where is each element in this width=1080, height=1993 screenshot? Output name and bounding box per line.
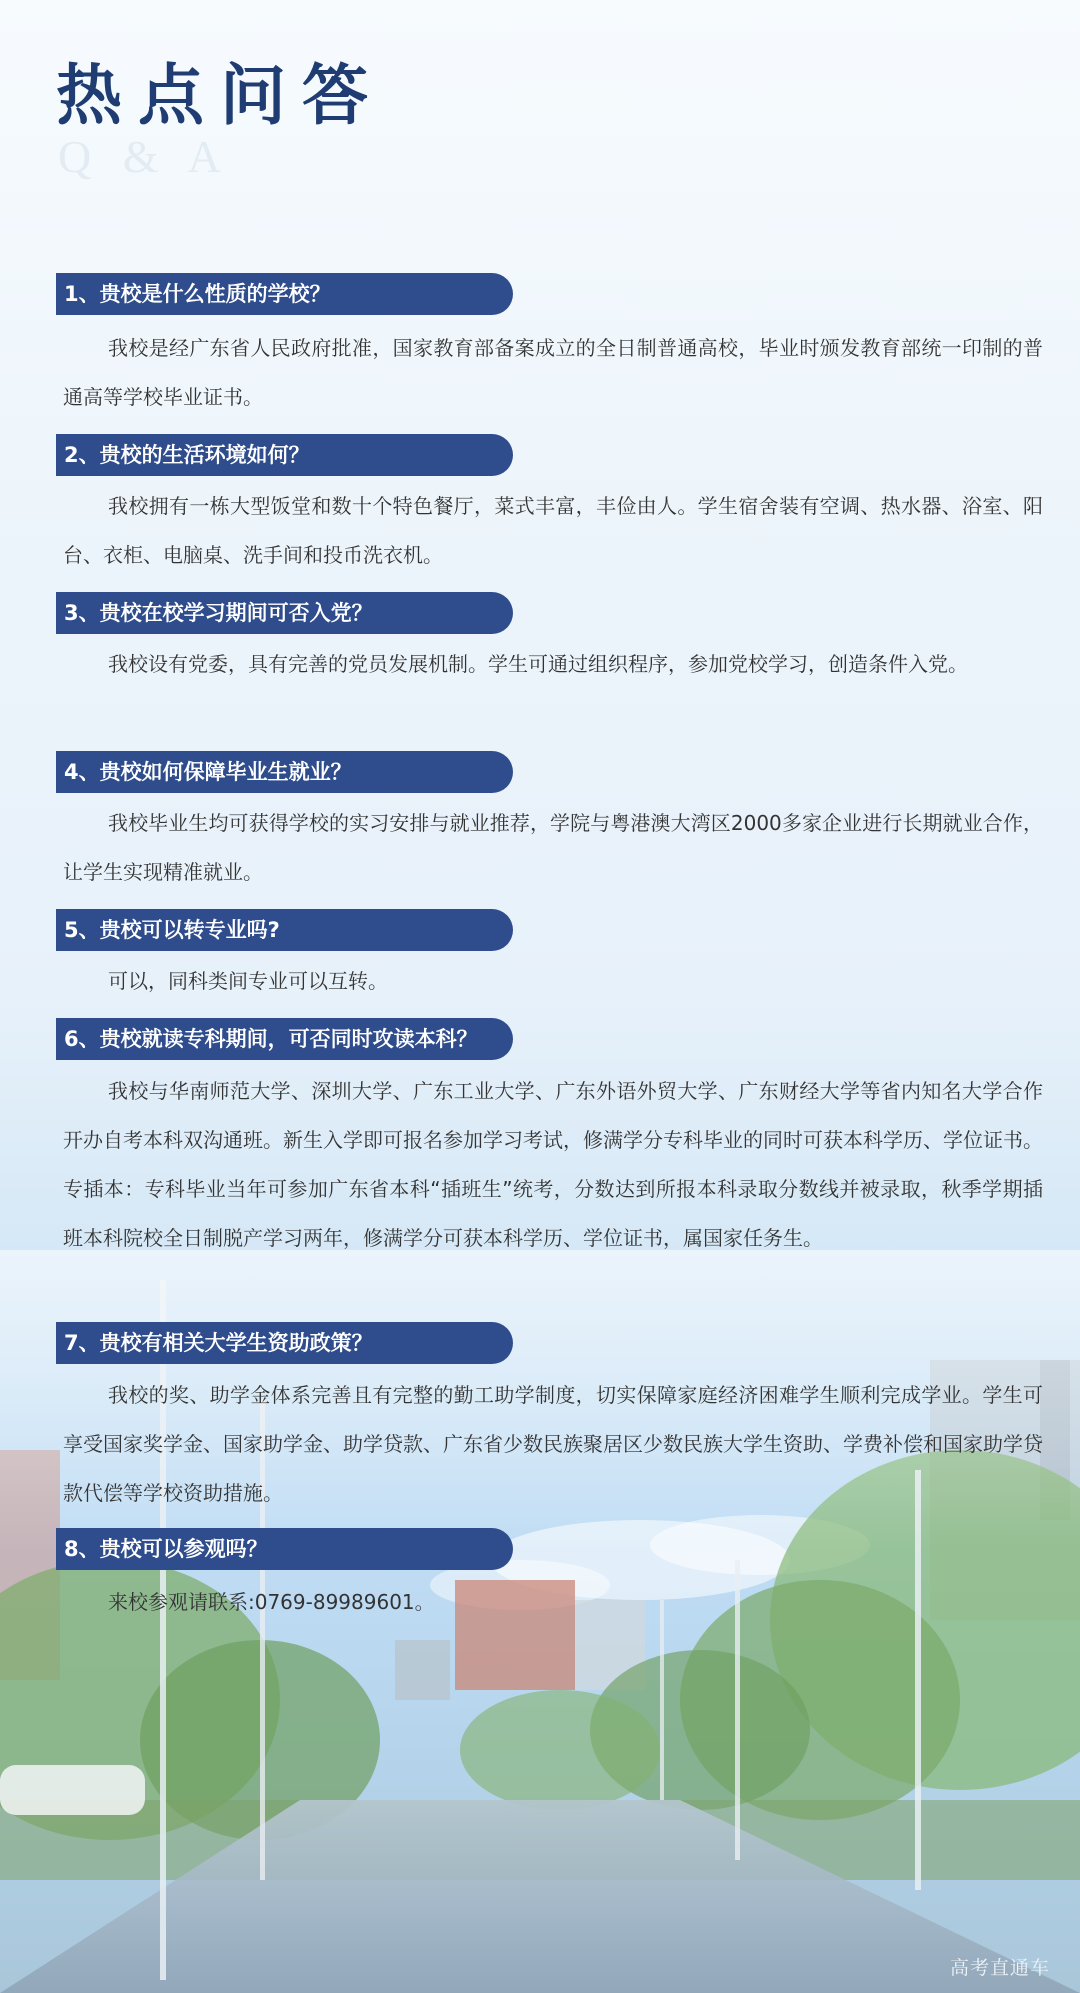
question-2-label: 2、贵校的生活环境如何？ [56,434,513,476]
answer-6-text: 我校与华南师范大学、深圳大学、广东工业大学、广东外语外贸大学、广东财经大学等省内知名大学合作开办自考本科双沟通班。新生入学即可报名参加学习考试，修满学分专科毕业的同时可获本科学历、学位证书。专插本：专科毕业当年可参加广东省本科“插班生”统考，分数达到所报本科录取分数线并被录取，秋季学期插班本科院校全日制脱产学习两年，修满学分可获本科学历、学位证书，属国家任务生。 [63,1079,1043,1250]
question-5-label: 5、贵校可以转专业吗? [56,909,513,951]
answer-5-text: 可以，同科类间专业可以互转。 [108,969,388,993]
question-1-label: 1、贵校是什么性质的学校？ [56,273,513,315]
question-7-label: 7、贵校有相关大学生资助政策？ [56,1322,513,1364]
watermark-text: 高考直通车 [949,1957,1050,1979]
answer-8-text: 来校参观请联系:0769-89989601。 [108,1590,435,1614]
question-3-label: 3、贵校在校学习期间可否入党？ [56,592,513,634]
question-6-label: 6、贵校就读专科期间，可否同时攻读本科？ [56,1018,513,1060]
answer-7-text: 我校的奖、助学金体系完善且有完整的勤工助学制度，切实保障家庭经济困难学生顺利完成学业。学生可享受国家奖学金、国家助学金、助学贷款、广东省少数民族聚居区少数民族大学生资助、学费补偿和国家助学贷款代偿等学校资助措施。 [63,1383,1043,1505]
question-8-label: 8、贵校可以参观吗？ [56,1528,513,1570]
answer-2-text: 我校拥有一栋大型饭堂和数十个特色餐厅，菜式丰富，丰俭由人。学生宿舍装有空调、热水器、浴室、阳台、衣柜、电脑桌、洗手间和投币洗衣机。 [63,494,1043,567]
answer-4-text: 我校毕业生均可获得学校的实习安排与就业推荐，学院与粤港澳大湾区2000多家企业进行长期就业合作，让学生实现精准就业。 [63,811,1043,884]
page-title: 热点问答 [56,56,384,134]
answer-3-text: 我校设有党委，具有完善的党员发展机制。学生可通过组织程序，参加党校学习，创造条件入党。 [108,652,968,676]
page-subtitle: Q & A [58,131,231,182]
answer-1-text: 我校是经广东省人民政府批准，国家教育部备案成立的全日制普通高校，毕业时颁发教育部统一印制的普通高等学校毕业证书。 [63,336,1043,409]
question-4-label: 4、贵校如何保障毕业生就业？ [56,751,513,793]
